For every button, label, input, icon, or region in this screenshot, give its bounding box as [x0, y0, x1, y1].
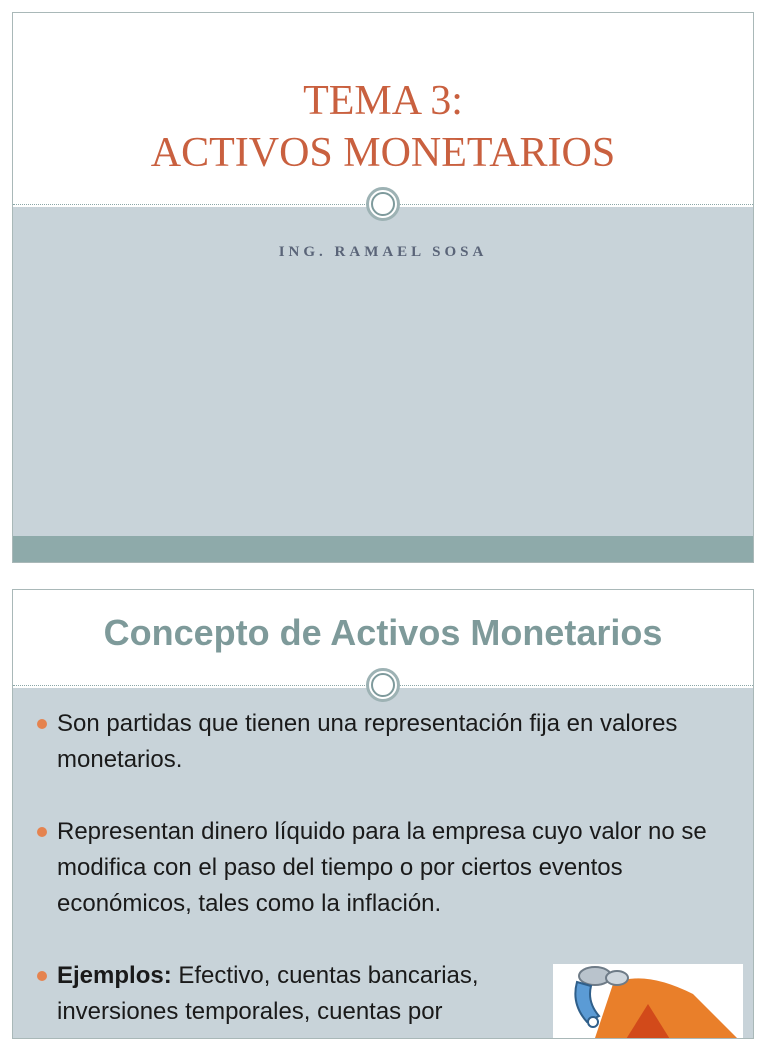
- bullet-label: Ejemplos:: [57, 962, 172, 989]
- money-clipart-image: [553, 964, 743, 1039]
- bullet-item: [35, 958, 537, 1030]
- bullet-dot-icon: [37, 827, 47, 837]
- slide-title: [13, 75, 753, 179]
- bullet-text: Son partidas que tienen una representación fija en valores monetarios.: [57, 710, 678, 773]
- bullet-item: [35, 814, 725, 922]
- slide-heading: Concepto de Activos Monetarios: [103, 612, 663, 653]
- bullet-item: [35, 706, 725, 778]
- circle-ornament-icon: [366, 187, 400, 221]
- bottom-band: [13, 536, 753, 562]
- slide-title-line-1: TEMA 3:: [303, 78, 463, 124]
- bullet-dot-icon: [37, 719, 47, 729]
- title-slide: [12, 12, 754, 563]
- bullet-dot-icon: [37, 971, 47, 981]
- circle-ornament-icon: [366, 668, 400, 702]
- author-subtitle: ING. RAMAEL SOSA: [278, 244, 488, 260]
- bullet-text: Efectivo, cuentas bancarias, inversiones temporales, cuentas por: [57, 962, 479, 1025]
- concept-slide: [12, 589, 754, 1039]
- slide-title-line-2: ACTIVOS MONETARIOS: [150, 130, 616, 176]
- bullet-text: Representan dinero líquido para la empresa cuyo valor no se modifica con el paso del tiempo o por ciertos eventos económicos, tales como la inflación.: [57, 818, 707, 917]
